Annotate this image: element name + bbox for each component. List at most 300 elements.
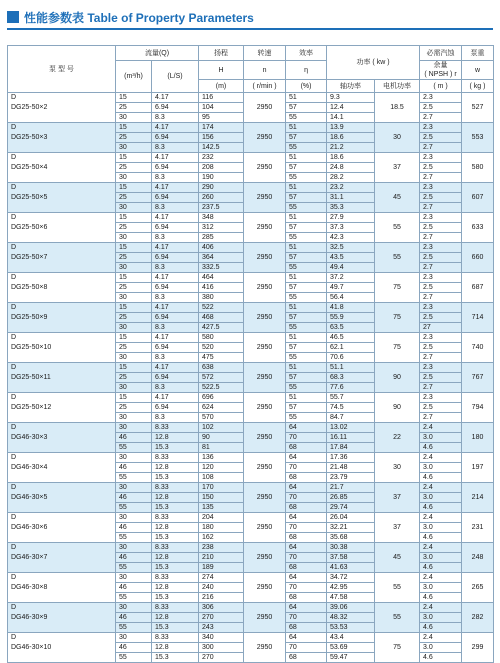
table-cell: 4.17 — [152, 93, 199, 103]
table-cell: 55.9 — [327, 313, 375, 323]
title-bar — [7, 7, 493, 27]
table-cell: 68 — [286, 473, 327, 483]
table-cell: 18.6 — [327, 153, 375, 163]
table-cell: 70 — [286, 583, 327, 593]
table-cell: 520 — [199, 343, 244, 353]
table-cell: 8.3 — [152, 413, 199, 423]
table-cell: 26.04 — [327, 513, 375, 523]
table-cell: 51 — [286, 243, 327, 253]
table-cell: 243 — [199, 623, 244, 633]
table-cell: 30 — [116, 543, 152, 553]
table-cell: 427.5 — [199, 323, 244, 333]
model-cell: D DG46-30×7 — [8, 543, 116, 573]
table-cell: 46 — [116, 433, 152, 443]
table-cell: 136 — [199, 453, 244, 463]
table-cell: 464 — [199, 273, 244, 283]
table-cell: 25 — [116, 193, 152, 203]
table-cell: 75 — [375, 273, 420, 303]
table-cell: 2.3 — [420, 183, 462, 193]
table-cell: 2950 — [244, 213, 286, 243]
table-cell: 8.3 — [152, 113, 199, 123]
table-cell: 4.6 — [420, 563, 462, 573]
table-row — [8, 213, 494, 223]
table-cell: 2.3 — [420, 213, 462, 223]
table-cell: 57 — [286, 133, 327, 143]
table-cell: 2.5 — [420, 253, 462, 263]
table-row — [8, 573, 494, 583]
table-cell: 8.3 — [152, 383, 199, 393]
table-cell: 156 — [199, 133, 244, 143]
table-cell: 57 — [286, 313, 327, 323]
table-cell: 55 — [375, 243, 420, 273]
table-cell: 8.3 — [152, 203, 199, 213]
table-cell: 30 — [116, 513, 152, 523]
table-cell: 48.32 — [327, 613, 375, 623]
table-cell: 4.6 — [420, 443, 462, 453]
table-cell: 2.4 — [420, 573, 462, 583]
table-cell: 55 — [116, 533, 152, 543]
table-cell: 41.8 — [327, 303, 375, 313]
table-cell: 4.17 — [152, 183, 199, 193]
table-cell: 2950 — [244, 423, 286, 453]
table-cell: 580 — [199, 333, 244, 343]
table-row — [8, 483, 494, 493]
table-cell: 35.3 — [327, 203, 375, 213]
table-cell: 64 — [286, 543, 327, 553]
table-cell: 2.3 — [420, 93, 462, 103]
table-cell: 30 — [116, 293, 152, 303]
table-cell: 30 — [116, 353, 152, 363]
table-cell: 55 — [286, 143, 327, 153]
table-cell: 6.94 — [152, 253, 199, 263]
model-cell: D DG46-30×8 — [8, 573, 116, 603]
table-cell: 4.6 — [420, 503, 462, 513]
table-cell: 204 — [199, 513, 244, 523]
table-cell: 6.94 — [152, 223, 199, 233]
table-cell: 25 — [116, 403, 152, 413]
table-cell: 55 — [116, 473, 152, 483]
table-cell: 553 — [462, 123, 494, 153]
table-cell: 4.17 — [152, 303, 199, 313]
table-cell: 12.8 — [152, 493, 199, 503]
model-cell: D DG25-50×4 — [8, 153, 116, 183]
table-cell: 22 — [375, 423, 420, 453]
table-cell: 59.47 — [327, 653, 375, 663]
table-cell: 57 — [286, 403, 327, 413]
table-cell: 2.4 — [420, 513, 462, 523]
table-cell: 32.21 — [327, 523, 375, 533]
table-cell: 180 — [199, 523, 244, 533]
table-cell: 51 — [286, 303, 327, 313]
table-cell: 12.8 — [152, 613, 199, 623]
table-cell: 15.3 — [152, 623, 199, 633]
table-cell: 63.5 — [327, 323, 375, 333]
table-cell: 18.5 — [375, 93, 420, 123]
table-cell: 135 — [199, 503, 244, 513]
table-cell: 30 — [116, 413, 152, 423]
table-cell: 57 — [286, 373, 327, 383]
table-cell: 6.94 — [152, 133, 199, 143]
table-cell: 270 — [199, 653, 244, 663]
table-cell: 75 — [375, 303, 420, 333]
col-shaft-power: 轴功率 — [327, 80, 375, 93]
table-cell: 15 — [116, 333, 152, 343]
table-cell: 6.94 — [152, 313, 199, 323]
table-cell: 475 — [199, 353, 244, 363]
table-cell: 17.36 — [327, 453, 375, 463]
table-cell: 45 — [375, 183, 420, 213]
table-cell: 55 — [116, 653, 152, 663]
table-cell: 47.58 — [327, 593, 375, 603]
table-cell: 2.3 — [420, 273, 462, 283]
col-eff-unit: (%) — [286, 80, 327, 93]
table-cell: 34.72 — [327, 573, 375, 583]
table-cell: 570 — [199, 413, 244, 423]
table-cell: 30 — [116, 173, 152, 183]
table-cell: 13.02 — [327, 423, 375, 433]
table-cell: 340 — [199, 633, 244, 643]
table-cell: 21.48 — [327, 463, 375, 473]
table-cell: 2.4 — [420, 603, 462, 613]
table-cell: 572 — [199, 373, 244, 383]
table-cell: 55.7 — [327, 393, 375, 403]
table-cell: 2.5 — [420, 193, 462, 203]
table-cell: 162 — [199, 533, 244, 543]
table-cell: 70 — [286, 493, 327, 503]
table-cell: 30 — [116, 113, 152, 123]
table-cell: 8.33 — [152, 633, 199, 643]
table-cell: 3.0 — [420, 493, 462, 503]
table-cell: 2.4 — [420, 543, 462, 553]
table-cell: 49.4 — [327, 263, 375, 273]
col-eff: 效率 — [286, 46, 327, 61]
table-cell: 55 — [286, 293, 327, 303]
table-cell: 4.17 — [152, 363, 199, 373]
table-cell: 237.5 — [199, 203, 244, 213]
table-cell: 37.58 — [327, 553, 375, 563]
table-cell: 9.3 — [327, 93, 375, 103]
table-cell: 15 — [116, 393, 152, 403]
table-cell: 210 — [199, 553, 244, 563]
table-cell: 90 — [375, 393, 420, 423]
table-cell: 2.5 — [420, 313, 462, 323]
table-cell: 27.9 — [327, 213, 375, 223]
table-cell: 75 — [375, 333, 420, 363]
table-cell: 51 — [286, 93, 327, 103]
table-cell: 31.1 — [327, 193, 375, 203]
table-cell: 3.0 — [420, 433, 462, 443]
table-cell: 55 — [286, 233, 327, 243]
table-row — [8, 393, 494, 403]
table-cell: 70 — [286, 523, 327, 533]
table-cell: 274 — [199, 573, 244, 583]
table-cell: 25 — [116, 253, 152, 263]
table-cell: 25 — [116, 163, 152, 173]
table-cell: 55 — [286, 203, 327, 213]
table-cell: 4.17 — [152, 333, 199, 343]
table-cell: 57 — [286, 343, 327, 353]
table-cell: 55 — [286, 113, 327, 123]
table-cell: 108 — [199, 473, 244, 483]
table-cell: 332.5 — [199, 263, 244, 273]
table-cell: 30 — [116, 453, 152, 463]
table-cell: 3.0 — [420, 463, 462, 473]
table-cell: 2.3 — [420, 153, 462, 163]
table-cell: 46 — [116, 613, 152, 623]
col-flow-m3h: (m³/h) — [116, 61, 152, 93]
model-cell: D DG46-30×10 — [8, 633, 116, 663]
table-cell: 2.5 — [420, 283, 462, 293]
table-cell: 8.3 — [152, 323, 199, 333]
table-cell: 64 — [286, 423, 327, 433]
table-cell: 15.3 — [152, 503, 199, 513]
table-cell: 468 — [199, 313, 244, 323]
table-cell: 75 — [375, 633, 420, 663]
table-cell: 364 — [199, 253, 244, 263]
model-cell: D DG25-50×2 — [8, 93, 116, 123]
table-cell: 68 — [286, 533, 327, 543]
table-cell: 6.94 — [152, 283, 199, 293]
table-cell: 51 — [286, 123, 327, 133]
table-cell: 51 — [286, 393, 327, 403]
table-cell: 64 — [286, 453, 327, 463]
table-cell: 8.33 — [152, 513, 199, 523]
table-cell: 42.3 — [327, 233, 375, 243]
model-cell: D DG46-30×5 — [8, 483, 116, 513]
table-cell: 51 — [286, 153, 327, 163]
table-cell: 42.95 — [327, 583, 375, 593]
col-npsh-unit: ( m ) — [420, 80, 462, 93]
table-cell: 17.84 — [327, 443, 375, 453]
table-cell: 8.3 — [152, 233, 199, 243]
table-cell: 15 — [116, 93, 152, 103]
table-cell: 46.5 — [327, 333, 375, 343]
col-weight-unit: ( kg ) — [462, 80, 494, 93]
model-cell: D DG25-50×10 — [8, 333, 116, 363]
table-cell: 2950 — [244, 123, 286, 153]
model-cell: D DG46-30×4 — [8, 453, 116, 483]
table-cell: 70 — [286, 613, 327, 623]
table-cell: 25 — [116, 343, 152, 353]
table-cell: 216 — [199, 593, 244, 603]
table-cell: 3.0 — [420, 523, 462, 533]
table-cell: 81 — [199, 443, 244, 453]
table-cell: 174 — [199, 123, 244, 133]
table-cell: 522.5 — [199, 383, 244, 393]
table-cell: 12.8 — [152, 643, 199, 653]
table-cell: 633 — [462, 213, 494, 243]
table-cell: 15.3 — [152, 473, 199, 483]
col-flow: 流量(Q) — [116, 46, 199, 61]
table-cell: 2950 — [244, 483, 286, 513]
table-cell: 406 — [199, 243, 244, 253]
table-cell: 8.33 — [152, 423, 199, 433]
table-cell: 150 — [199, 493, 244, 503]
table-cell: 55 — [116, 563, 152, 573]
table-row — [8, 543, 494, 553]
table-cell: 638 — [199, 363, 244, 373]
table-row — [8, 333, 494, 343]
table-cell: 2.7 — [420, 263, 462, 273]
table-cell: 12.8 — [152, 583, 199, 593]
table-cell: 51 — [286, 273, 327, 283]
col-head: 扬程 — [199, 46, 244, 61]
table-cell: 299 — [462, 633, 494, 663]
table-body — [8, 93, 494, 663]
col-power: 功率 ( kw ) — [327, 46, 420, 80]
table-cell: 30.38 — [327, 543, 375, 553]
table-cell: 25 — [116, 283, 152, 293]
table-cell: 2950 — [244, 153, 286, 183]
page-title: 性能参数表 Table of Property Parameters — [24, 10, 254, 25]
table-cell: 4.17 — [152, 393, 199, 403]
table-cell: 30 — [116, 323, 152, 333]
table-cell: 35.68 — [327, 533, 375, 543]
table-cell: 46 — [116, 463, 152, 473]
table-cell: 6.94 — [152, 373, 199, 383]
table-cell: 55 — [116, 443, 152, 453]
table-cell: 68 — [286, 443, 327, 453]
table-cell: 55 — [116, 623, 152, 633]
table-cell: 794 — [462, 393, 494, 423]
table-cell: 265 — [462, 573, 494, 603]
table-cell: 77.6 — [327, 383, 375, 393]
table-cell: 2.7 — [420, 143, 462, 153]
table-cell: 25 — [116, 103, 152, 113]
table-cell: 2950 — [244, 243, 286, 273]
table-cell: 116 — [199, 93, 244, 103]
table-cell: 2.4 — [420, 483, 462, 493]
table-cell: 12.8 — [152, 433, 199, 443]
table-cell: 714 — [462, 303, 494, 333]
col-npsh2: 余量 ( NPSH ) r — [420, 61, 462, 80]
table-cell: 30 — [375, 453, 420, 483]
table-cell: 39.06 — [327, 603, 375, 613]
table-cell: 2.7 — [420, 293, 462, 303]
table-cell: 4.6 — [420, 653, 462, 663]
table-cell: 2.3 — [420, 333, 462, 343]
table-cell: 4.17 — [152, 243, 199, 253]
table-cell: 74.5 — [327, 403, 375, 413]
table-cell: 37.2 — [327, 273, 375, 283]
model-cell: D DG25-50×8 — [8, 273, 116, 303]
table-cell: 580 — [462, 153, 494, 183]
table-cell: 767 — [462, 363, 494, 393]
table-cell: 380 — [199, 293, 244, 303]
table-cell: 62.1 — [327, 343, 375, 353]
table-cell: 51.1 — [327, 363, 375, 373]
table-cell: 624 — [199, 403, 244, 413]
table-cell: 102 — [199, 423, 244, 433]
table-cell: 2.4 — [420, 453, 462, 463]
model-cell: D DG46-30×3 — [8, 423, 116, 453]
table-cell: 189 — [199, 563, 244, 573]
table-cell: 8.33 — [152, 483, 199, 493]
table-cell: 2.3 — [420, 303, 462, 313]
table-cell: 18.6 — [327, 133, 375, 143]
table-cell: 90 — [375, 363, 420, 393]
table-cell: 2950 — [244, 393, 286, 423]
table-cell: 312 — [199, 223, 244, 233]
table-cell: 8.3 — [152, 173, 199, 183]
table-cell: 348 — [199, 213, 244, 223]
table-cell: 68 — [286, 593, 327, 603]
table-cell: 57 — [286, 163, 327, 173]
table-cell: 15.3 — [152, 533, 199, 543]
table-cell: 120 — [199, 463, 244, 473]
col-speed: 转速 — [244, 46, 286, 61]
property-table — [7, 45, 494, 663]
table-cell: 2950 — [244, 453, 286, 483]
table-cell: 2.7 — [420, 173, 462, 183]
table-cell: 696 — [199, 393, 244, 403]
model-cell: D DG46-30×6 — [8, 513, 116, 543]
table-cell: 15 — [116, 153, 152, 163]
table-cell: 25 — [116, 133, 152, 143]
model-cell: D DG25-50×3 — [8, 123, 116, 153]
col-model: 泵 型 号 — [8, 46, 116, 93]
table-cell: 2950 — [244, 513, 286, 543]
table-cell: 2950 — [244, 93, 286, 123]
table-cell: 49.7 — [327, 283, 375, 293]
table-cell: 2.5 — [420, 373, 462, 383]
table-cell: 51 — [286, 333, 327, 343]
table-cell: 90 — [199, 433, 244, 443]
table-cell: 37 — [375, 483, 420, 513]
table-cell: 285 — [199, 233, 244, 243]
title-square-icon — [7, 11, 19, 23]
table-cell: 2950 — [244, 183, 286, 213]
table-cell: 3.0 — [420, 613, 462, 623]
table-cell: 232 — [199, 153, 244, 163]
table-cell: 142.5 — [199, 143, 244, 153]
table-cell: 8.33 — [152, 453, 199, 463]
table-cell: 8.3 — [152, 293, 199, 303]
table-cell: 231 — [462, 513, 494, 543]
table-cell: 290 — [199, 183, 244, 193]
table-cell: 70 — [286, 643, 327, 653]
table-cell: 21.7 — [327, 483, 375, 493]
table-cell: 180 — [462, 423, 494, 453]
table-cell: 4.17 — [152, 123, 199, 133]
table-cell: 2.3 — [420, 393, 462, 403]
table-cell: 238 — [199, 543, 244, 553]
table-cell: 25 — [116, 373, 152, 383]
table-cell: 53.53 — [327, 623, 375, 633]
table-cell: 57 — [286, 223, 327, 233]
table-cell: 6.94 — [152, 193, 199, 203]
table-cell: 55 — [116, 593, 152, 603]
model-cell: D DG25-50×7 — [8, 243, 116, 273]
table-cell: 25 — [116, 313, 152, 323]
table-cell: 2.4 — [420, 423, 462, 433]
table-cell: 46 — [116, 493, 152, 503]
table-cell: 84.7 — [327, 413, 375, 423]
table-cell: 15 — [116, 363, 152, 373]
table-cell: 25 — [116, 223, 152, 233]
col-npsh: 必需汽蚀 — [420, 46, 462, 61]
table-cell: 70.6 — [327, 353, 375, 363]
table-cell: 23.2 — [327, 183, 375, 193]
table-cell: 68 — [286, 623, 327, 633]
table-cell: 2950 — [244, 603, 286, 633]
table-cell: 8.3 — [152, 353, 199, 363]
col-weight: 泵重 — [462, 46, 494, 61]
table-cell: 240 — [199, 583, 244, 593]
table-cell: 64 — [286, 483, 327, 493]
col-speed-unit: ( r/min ) — [244, 80, 286, 93]
table-cell: 15 — [116, 183, 152, 193]
